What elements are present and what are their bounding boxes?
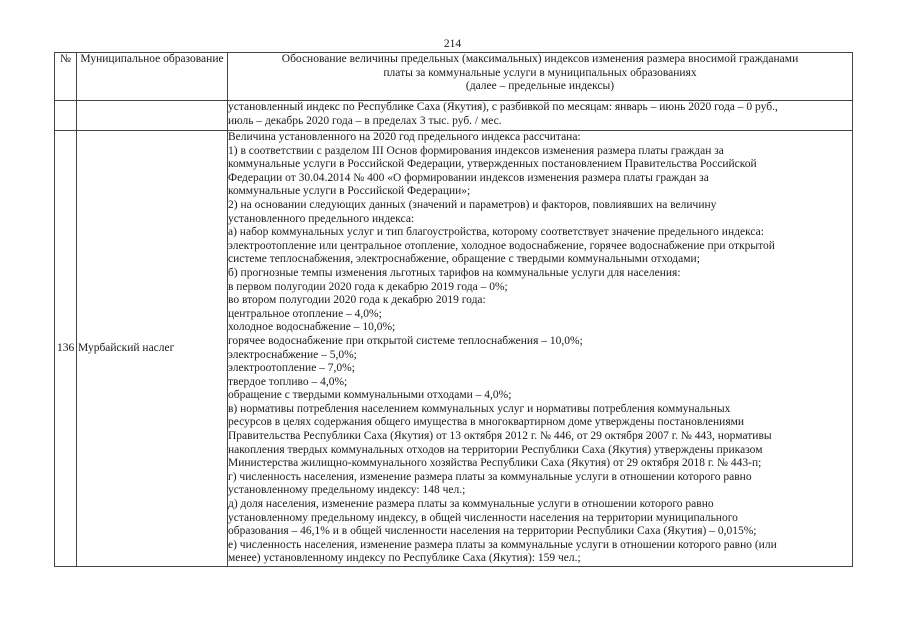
indices-table [54, 52, 853, 567]
text-line: Величина установленного на 2020 год предельного индекса рассчитана: [228, 131, 581, 143]
text-line: г) численность населения, изменение размера платы за коммунальные услуги в отношении которого равно [228, 470, 752, 483]
text-line: ресурсов в целях содержания общего имущества в многоквартирном доме утверждены постановлениями [228, 416, 745, 429]
text-line: е) численность населения, изменение размера платы за коммунальные услуги в отношении которого равно (или [228, 538, 777, 551]
text-line: б) прогнозные темпы изменения льготных тарифов на коммунальные услуги для населения: [228, 266, 681, 279]
text-line: д) доля населения, изменение размера платы за коммунальные услуги в отношении которого равно [228, 498, 714, 511]
text-line: 1) в соответствии с разделом III Основ формирования индексов изменения размера платы граждан за [228, 144, 724, 157]
continuation-number-cell [55, 101, 77, 131]
table-row [55, 131, 853, 567]
text-line: коммунальные услуги в Российской Федерации»; [228, 185, 471, 198]
text-line: электроснабжение – 5,0%; [228, 348, 357, 361]
text-line: в) нормативы потребления населением коммунальных услуг и нормативы потребления коммунальных [228, 402, 731, 415]
continuation-row [55, 101, 853, 131]
text-line: системе теплоснабжения, электроснабжение, обращение с твердыми коммунальными отходами; [228, 253, 700, 266]
text-line: обращение с твердыми коммунальными отходами – 4,0%; [228, 389, 512, 402]
header-justification-line: Обоснование величины предельных (максимальных) индексов изменения размера вносимой гражданами [281, 53, 799, 65]
header-municipality: Муниципальное образование [77, 53, 228, 101]
row-number: 136 [55, 131, 77, 567]
page-number: 214 [443, 38, 462, 50]
header-number: № [55, 53, 77, 101]
text-line: установленного предельного индекса: [228, 212, 415, 225]
text-line: электроотопление или центральное отопление, холодное водоснабжение, горячее водоснабжение при открытой [228, 239, 775, 252]
text-line: июль – декабрь 2020 года – в пределах 3 тыс. руб. / мес. [228, 114, 502, 127]
text-line: накопления твердых коммунальных отходов на территории Республики Саха (Якутия) утверждены приказом [228, 443, 763, 456]
table-header-row [55, 53, 853, 101]
text-line: установленному предельному индексу: 148 чел.; [228, 484, 466, 497]
text-line: горячее водоснабжение при открытой системе теплоснабжения – 10,0%; [228, 334, 583, 347]
text-line: установленный индекс по Республике Саха (Якутия), с разбивкой по месяцам: январь – июнь 2020 года – 0 руб., [228, 101, 778, 113]
text-line: твердое топливо – 4,0%; [228, 375, 348, 388]
continuation-text [228, 101, 853, 131]
text-line: а) набор коммунальных услуг и тип благоустройства, которому соответствует значение предельного индекса: [228, 226, 764, 239]
header-justification-line: (далее – предельные индексы) [465, 80, 615, 93]
text-line: в первом полугодии 2020 года к декабрю 2019 года – 0%; [228, 280, 508, 293]
row-justification [228, 131, 853, 567]
header-justification-line: платы за коммунальные услуги в муниципальных образованиях [383, 66, 697, 79]
text-line: менее) установленному индексу по Республике Саха (Якутия): 159 чел.; [228, 552, 581, 565]
row-municipality: Мурбайский наслег [77, 131, 228, 567]
header-justification [228, 53, 853, 101]
continuation-municipality-cell [77, 101, 228, 131]
text-line: 2) на основании следующих данных (значений и параметров) и факторов, повлиявших на величину [228, 198, 717, 211]
text-line: коммунальные услуги в Российской Федерации, утвержденных постановлением Правительства Российской [228, 158, 757, 171]
text-line: во втором полугодии 2020 года к декабрю 2019 года: [228, 294, 486, 307]
text-line: Правительства Республики Саха (Якутия) от 13 октября 2012 г. № 446, от 29 октября 2007 г. № 443, нормативы [228, 430, 772, 443]
text-line: электроотопление – 7,0%; [228, 362, 355, 375]
text-line: Федерации от 30.04.2014 № 400 «О формировании индексов изменения размера платы граждан за [228, 171, 709, 184]
text-line: центральное отопление – 4,0%; [228, 307, 382, 320]
text-line: Министерства жилищно-коммунального хозяйства Республики Саха (Якутия) от 29 октября 2018 г. № 443-п; [228, 457, 762, 470]
text-line: образования – 46,1% и в общей численности населения на территории Республики Саха (Якутия) – 0,015%; [228, 525, 757, 538]
text-line: холодное водоснабжение – 10,0%; [228, 321, 396, 334]
text-line: установленному предельному индексу, в общей численности населения на территории муниципального [228, 511, 738, 524]
